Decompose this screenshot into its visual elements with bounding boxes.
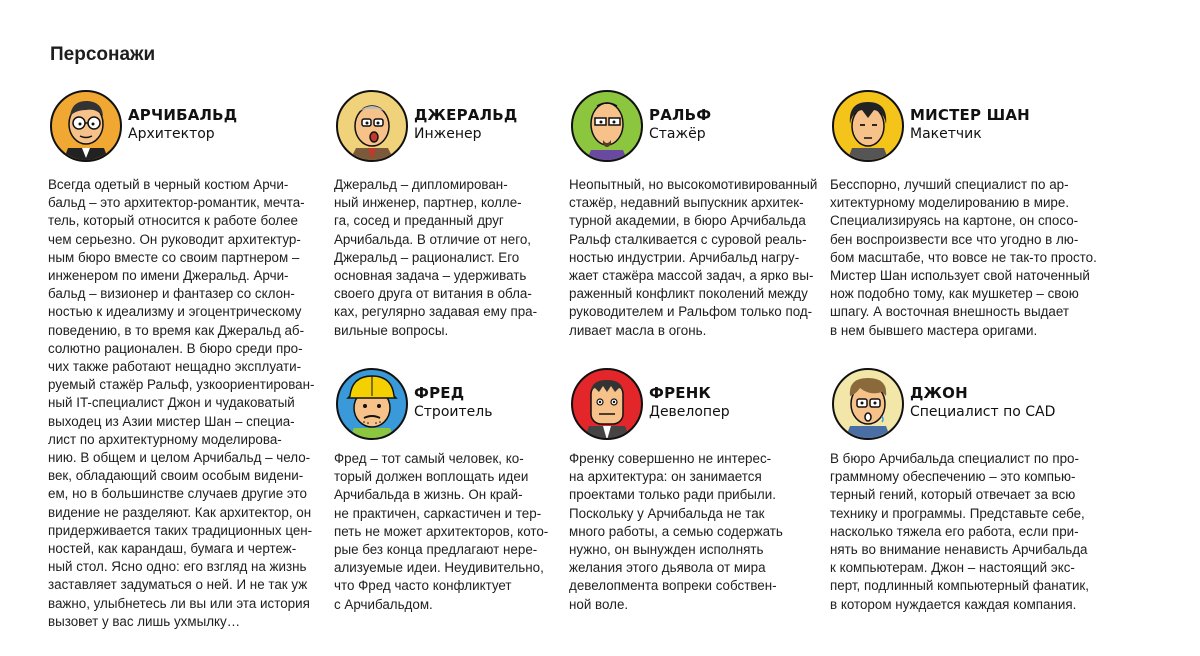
bio-line: выходец из Азии мистер Шан – специа- (48, 413, 295, 429)
bio-line: Фред – тот самый человек, ко- (334, 451, 524, 466)
bio-line: чих также работают нещадно эксплуати- (48, 359, 302, 375)
character-bio (569, 176, 819, 340)
character-card-gerald (334, 88, 584, 340)
bio-line: век, обладающий своим особым видени- (48, 468, 304, 484)
bio-line: с Арчибальдом. (334, 596, 433, 612)
character-name: МИСТЕР ШАН (910, 106, 1030, 124)
character-role: Инженер (414, 126, 482, 142)
bio-line: в нем бывшего мастера оригами. (830, 322, 1038, 338)
ralph-avatar-icon (569, 88, 645, 164)
john-avatar-icon (830, 366, 906, 442)
bio-line: Джеральд – дипломирован- (334, 177, 508, 192)
bio-line: ной воле. (569, 596, 629, 612)
character-card-frenk (569, 366, 819, 614)
character-card-archibald (48, 88, 315, 631)
bio-line: руководителем и Ральфом только под- (569, 304, 813, 320)
bio-line: Специализируясь на картоне, он спосо- (830, 213, 1079, 229)
bio-line: ем, но в большинстве случаев другие это (48, 486, 307, 502)
bio-line: га, сосед и преданный друг (334, 213, 504, 229)
character-bio (334, 450, 584, 614)
archibald-avatar-icon (48, 88, 124, 164)
character-name: РАЛЬФ (649, 106, 712, 124)
bio-line: Поскольку у Арчибальда не так (569, 505, 765, 521)
bio-line: рые без конца предлагают нере- (334, 542, 538, 558)
bio-line: ностью к идеализму и эгоцентрическому (48, 304, 302, 320)
character-role: Стажёр (649, 126, 706, 142)
bio-line: петь не может архитекторов, кото- (334, 523, 549, 539)
bio-line: солютно рационален. В бюро среди про- (48, 340, 303, 356)
character-card-fred (334, 366, 584, 614)
bio-line: много работы, а семью содержать (569, 523, 783, 539)
bio-line: Всегда одетый в черный костюм Арчи- (48, 177, 289, 192)
bio-line: поведению, в то время как Джеральд аб- (48, 322, 305, 338)
gerald-avatar-icon (334, 88, 410, 164)
character-bio (48, 176, 315, 631)
character-bio (830, 176, 1097, 340)
bio-line: инженером по имени Джеральд. Арчи- (48, 268, 289, 284)
bio-line: на архитектура: он занимается (569, 469, 762, 485)
bio-line: технику и программы. Представьте себе, (830, 505, 1085, 521)
bio-line: в котором нуждается каждая компания. (830, 596, 1077, 612)
bio-line: чем серьезно. Он руководит архитектур- (48, 231, 301, 247)
bio-line: лист по архитектурному моделирова- (48, 431, 282, 447)
fred-avatar-icon (334, 366, 410, 442)
bio-line: важно, улыбнетесь ли вы или эта история (48, 595, 310, 611)
bio-line: ный стол. Ясно одно: его взгляд на жизнь (48, 559, 307, 575)
character-name: ФРЕД (414, 384, 465, 402)
character-role: Архитектор (128, 126, 215, 142)
bio-line: ливает масла в огонь. (569, 322, 707, 338)
bio-line: ный инженер, партнер, колле- (334, 195, 522, 211)
bio-line: желания этого дьявола от мира (569, 560, 766, 576)
bio-line: ностью индустрии. Арчибальд нагру- (569, 249, 800, 265)
bio-line: терный гений, который отвечает за всю (830, 487, 1076, 503)
bio-line: тель, который относится к работе более (48, 213, 299, 229)
bio-line: бальд – визионер и фантазер со склон- (48, 286, 295, 302)
bio-line: ализуемые идеи. Неудивительно, (334, 560, 544, 576)
bio-line: торый должен воплощать идеи (334, 469, 529, 485)
bio-line: Френку совершенно не интерес- (569, 451, 772, 466)
bio-line: Неопытный, но высокомотивированный (569, 177, 818, 192)
bio-line: вильные вопросы. (334, 322, 449, 338)
bio-line: граммному обеспечению – это компью- (830, 469, 1076, 485)
bio-line: проектами только ради прибыли. (569, 487, 776, 503)
bio-line: нож подобно тому, как мушкетер – свою (830, 286, 1079, 302)
bio-line: не практичен, саркастичен и тер- (334, 505, 542, 521)
character-card-john (830, 366, 1090, 614)
character-bio (334, 176, 584, 340)
bio-line: ным бюро вместе со своим партнером – (48, 249, 300, 265)
bio-line: вызовет у вас лишь ухмылку… (48, 613, 241, 629)
bio-line: насколько тяжела его работа, если при- (830, 523, 1079, 539)
character-bio (830, 450, 1090, 614)
page-title: Персонажи (50, 44, 156, 65)
bio-line: перт, подлинный компьютерный фанатик, (830, 578, 1090, 594)
bio-line: В бюро Арчибальда специалист по про- (830, 451, 1079, 466)
bio-line: бом масштабе, что вовсе не так-то просто. (830, 249, 1097, 265)
frenk-avatar-icon (569, 366, 645, 442)
bio-line: хитектурному моделированию в мире. (830, 195, 1070, 211)
bio-line: жает стажёра массой задач, а ярко вы- (569, 268, 814, 284)
bio-line: что Фред часто конфликтует (334, 578, 512, 594)
character-role: Макетчик (910, 126, 982, 142)
bio-line: видение не разделяют. Как архитектор, он (48, 504, 312, 520)
character-card-mister-shan (830, 88, 1097, 340)
bio-line: своего друга от витания в обла- (334, 286, 532, 302)
bio-line: заставляет задуматься о ней. И не так уж (48, 577, 308, 593)
bio-line: нять во внимание ненависть Арчибальда (830, 542, 1088, 558)
character-name: ДЖОН (910, 384, 968, 402)
bio-line: девелопмента вопреки собствен- (569, 578, 777, 594)
bio-line: ный IT-специалист Джон и чудаковатый (48, 395, 295, 411)
bio-line: ностей, как карандаш, бумага и чертеж- (48, 541, 297, 557)
character-bio (569, 450, 819, 614)
bio-line: бен воспроизвести все что угодно в лю- (830, 231, 1079, 247)
mister-shan-avatar-icon (830, 88, 906, 164)
bio-line: нию. В общем и целом Арчибальд – чело- (48, 450, 311, 466)
bio-line: основная задача – удерживать (334, 268, 527, 284)
character-card-ralph (569, 88, 819, 340)
bio-line: ках, регулярно задавая ему пра- (334, 304, 538, 320)
character-name: АРЧИБАЛЬД (128, 106, 238, 124)
bio-line: Ральф сталкивается с суровой реаль- (569, 231, 807, 247)
character-name: ФРЕНК (649, 384, 711, 402)
character-role: Специалист по CAD (910, 404, 1056, 420)
bio-line: руемый стажёр Ральф, узкоориентирован- (48, 377, 315, 393)
character-role: Строитель (414, 404, 493, 420)
bio-line: придерживается таких традиционных цен- (48, 522, 313, 538)
bio-line: шпагу. А восточная внешность выдает (830, 304, 1070, 320)
character-name: ДЖЕРАЛЬД (414, 106, 518, 124)
bio-line: нужно, он вынужден исполнять (569, 542, 764, 558)
character-role: Девелопер (649, 404, 730, 420)
bio-line: Мистер Шан использует свой наточенный (830, 268, 1090, 284)
bio-line: раженный конфликт поколений между (569, 286, 808, 302)
bio-line: бальд – это архитектор-романтик, мечта- (48, 195, 305, 211)
bio-line: турной академии, в бюро Арчибальда (569, 213, 806, 229)
bio-line: к компьютерам. Джон – настоящий экс- (830, 560, 1075, 576)
bio-line: Джеральд – рационалист. Его (334, 249, 520, 265)
bio-line: Бесспорно, лучший специалист по ар- (830, 177, 1069, 192)
bio-line: Арчибальда. В отличие от него, (334, 231, 532, 247)
bio-line: стажёр, недавний выпускник архитек- (569, 195, 804, 211)
bio-line: Арчибальда в жизнь. Он край- (334, 487, 523, 503)
